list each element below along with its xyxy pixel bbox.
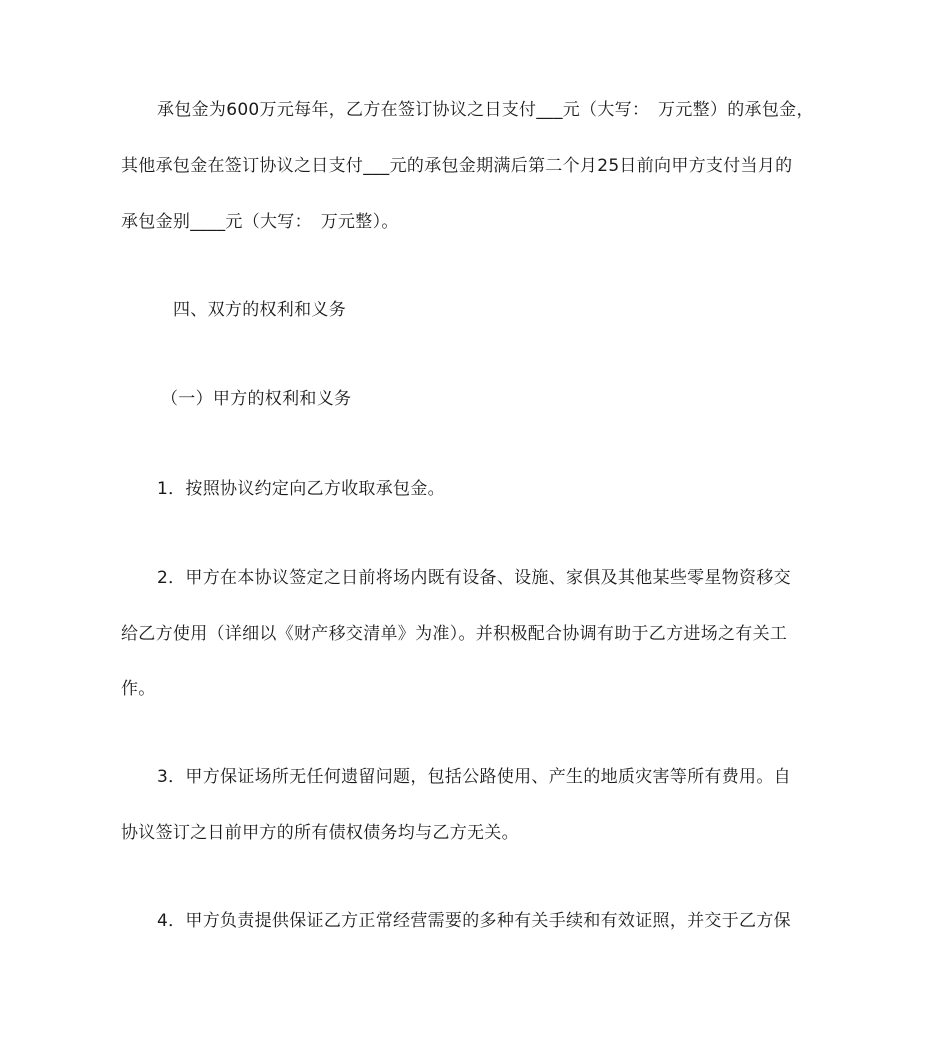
paragraph-1-line-2: 其他承包金在签订协议之日支付___元的承包金期满后第二个月25日前向甲方支付当月的: [121, 156, 793, 176]
clause-2-line-3: 作。: [121, 679, 156, 699]
clause-3-line-1: 3．甲方保证场所无任何遗留问题，包括公路使用、产生的地质灾害等所有费用。自: [157, 767, 791, 787]
subsection-heading-party-a: （一）甲方的权利和义务: [161, 389, 352, 409]
clause-2-line-1: 2．甲方在本协议签定之日前将场内既有设备、设施、家俱及其他某些零星物资移交: [157, 568, 791, 588]
clause-3-line-2: 协议签订之日前甲方的所有债权债务均与乙方无关。: [121, 823, 519, 843]
clause-1-line-1: 1．按照协议约定向乙方收取承包金。: [157, 479, 445, 499]
clause-4-line-1: 4．甲方负责提供保证乙方正常经营需要的多种有关手续和有效证照，并交于乙方保: [157, 911, 791, 931]
paragraph-1-line-3: 承包金别____元（大写： 万元整）。: [121, 212, 399, 232]
clause-2-line-2: 给乙方使用（详细以《财产移交清单》为准）。并积极配合协调有助于乙方进场之有关工: [121, 624, 788, 644]
paragraph-1-line-1: 承包金为600万元每年，乙方在签订协议之日支付___元（大写： 万元整）的承包金，: [157, 100, 814, 120]
section-heading-rights-obligations: 四、双方的权利和义务: [173, 300, 346, 320]
